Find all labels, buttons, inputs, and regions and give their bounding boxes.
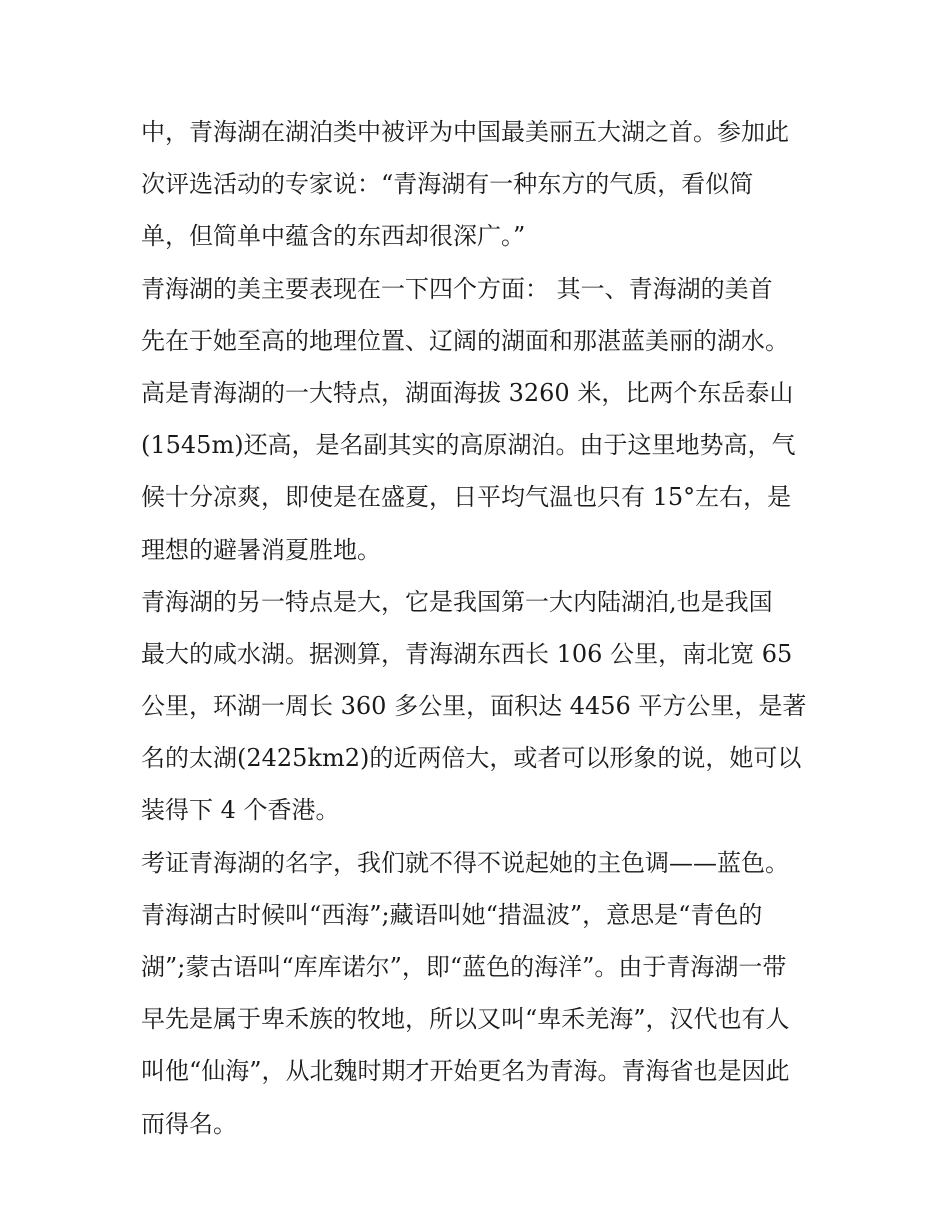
text-line: (1545m)还高，是名副其实的高原湖泊。由于这里地势高，气 <box>141 431 796 460</box>
text-line: 最大的咸水湖。据测算，青海湖东西长 106 公里，南北宽 65 <box>141 639 793 668</box>
text-line: 考证青海湖的名字，我们就不得不说起她的主色调——蓝色。 <box>141 848 789 877</box>
text-line: 高是青海湖的一大特点，湖面海拔 3260 米，比两个东岳泰山 <box>141 378 794 407</box>
text-line: 青海湖的美主要表现在一下四个方面： 其一、青海湖的美首 <box>141 274 773 303</box>
text-line: 装得下 4 个香港。 <box>141 796 340 825</box>
text-line: 次评选活动的专家说：“青海湖有一种东方的气质，看似简 <box>141 170 754 199</box>
text-line: 先在于她至高的地理位置、辽阔的湖面和那湛蓝美丽的湖水。 <box>141 326 789 355</box>
text-line: 中，青海湖在湖泊类中被评为中国最美丽五大湖之首。参加此 <box>141 118 789 146</box>
text-line: 单，但简单中蕴含的东西却很深广。” <box>141 222 526 251</box>
text-line: 湖”;蒙古语叫“库库诺尔”，即“蓝色的海洋”。由于青海湖一带 <box>141 953 787 981</box>
text-line: 理想的避暑消夏胜地。 <box>141 535 381 564</box>
text-line: 而得名。 <box>141 1109 237 1138</box>
text-line: 早先是属于卑禾族的牧地，所以又叫“卑禾羌海”，汉代也有人 <box>141 1005 790 1034</box>
text-line: 公里，环湖一周长 360 多公里，面积达 4456 平方公里，是著 <box>141 692 807 721</box>
text-line: 候十分凉爽，即使是在盛夏，日平均气温也只有 15°左右，是 <box>141 483 792 512</box>
document-text-body <box>141 106 821 1150</box>
text-line: 叫他“仙海”，从北魏时期才开始更名为青海。青海省也是因此 <box>141 1057 790 1086</box>
text-line: 青海湖的另一特点是大，它是我国第一大内陆湖泊,也是我国 <box>141 587 773 616</box>
text-line: 青海湖古时候叫“西海”;藏语叫她“措温波”，意思是“青色的 <box>141 900 763 929</box>
text-line: 名的太湖(2425km2)的近两倍大，或者可以形象的说，她可以 <box>141 744 802 773</box>
